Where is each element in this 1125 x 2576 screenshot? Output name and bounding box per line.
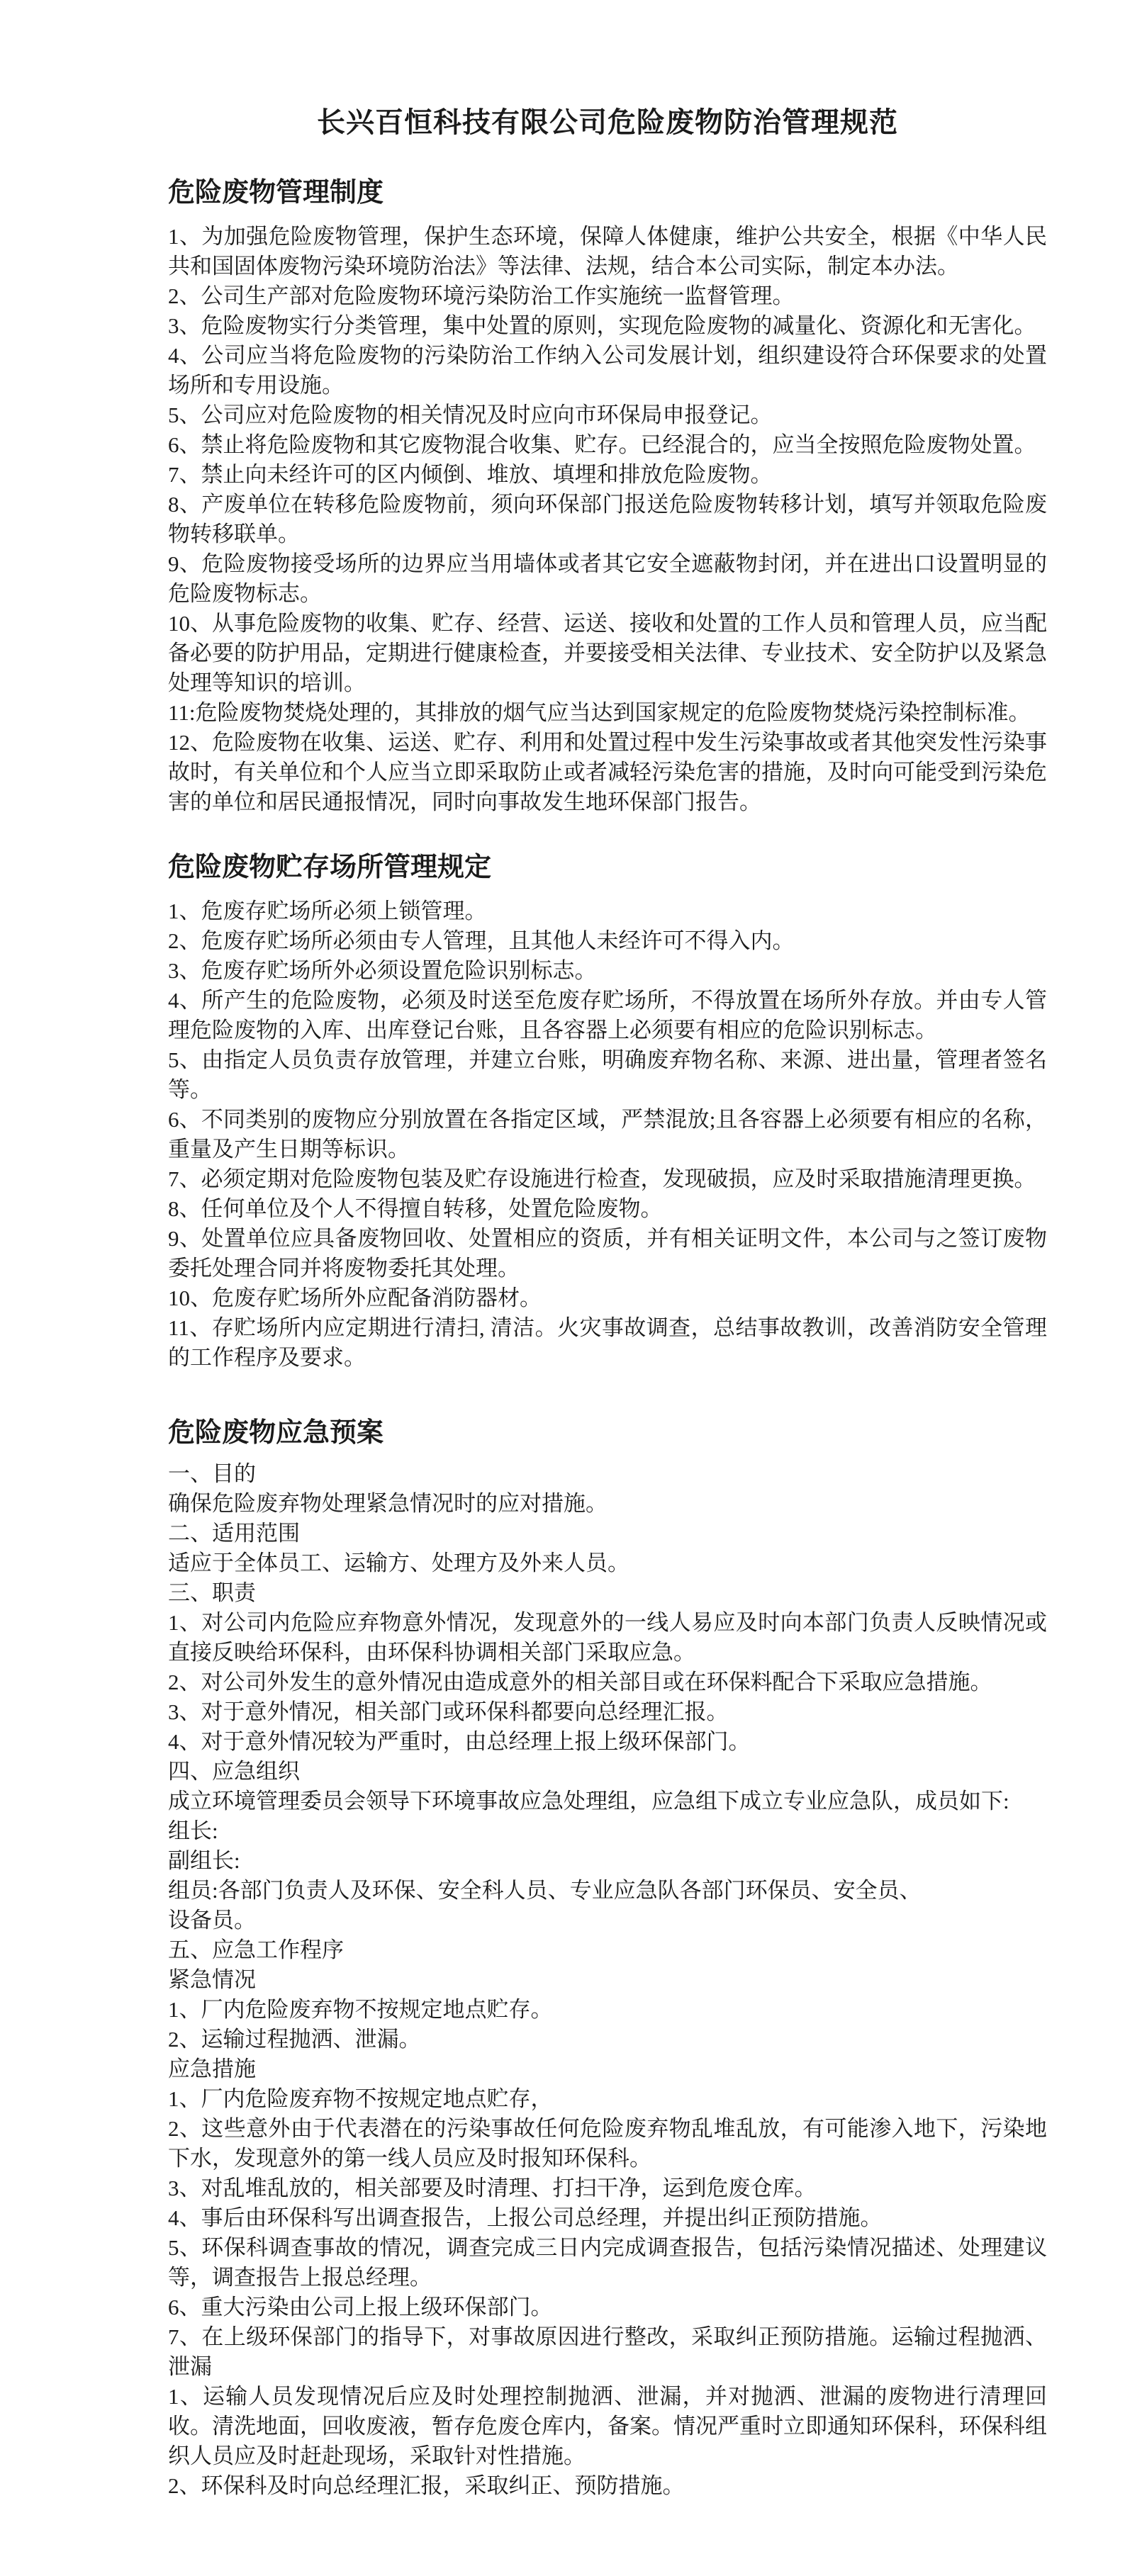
paragraph: 2、公司生产部对危险废物环境污染防治工作实施统一监督管理。 <box>168 283 795 308</box>
paragraph: 成立环境管理委员会领导下环境事故应急处理组，应急组下成立专业应急队，成员如下: <box>168 1789 1009 1813</box>
paragraph: 1、运输人员发现情况后应及时处理控制抛洒、泄漏，并对抛洒、泄漏的废物进行清理回收。清洗地面，回收废液，暂存危废仓库内，备案。情况严重时立即通知环保科，环保科组织人员应及时赶赴现场，采取针对性措施。 <box>168 2384 1047 2468</box>
section-heading-management-rules: 危险废物管理制度 <box>168 178 384 208</box>
paragraph: 设备员。 <box>168 1908 256 1933</box>
paragraph: 一、目的 <box>168 1461 256 1486</box>
paragraph: 2、危废存贮场所必须由专人管理，且其他人未经许可不得入内。 <box>168 928 795 953</box>
paragraph: 7、必须定期对危险废物包装及贮存设施进行检查，发现破损，应及时采取措施清理更换。 <box>168 1166 1036 1191</box>
paragraph: 1、厂内危险废弃物不按规定地点贮存， <box>168 2086 553 2111</box>
paragraph: 适应于全体员工、运输方、处理方及外来人员。 <box>168 1551 629 1575</box>
section-waste-management-rules <box>168 174 1047 817</box>
paragraph: 6、重大污染由公司上报上级环保部门。 <box>168 2295 553 2319</box>
paragraph: 6、不同类别的废物应分别放置在各指定区域，严禁混放;且各容器上必须要有相应的名称，重量及产生日期等标识。 <box>168 1107 1047 1162</box>
paragraph: 3、危废存贮场所外必须设置危险识别标志。 <box>168 958 597 983</box>
section-heading-emergency-plan: 危险废物应急预案 <box>168 1418 384 1448</box>
paragraph: 2、环保科及时向总经理汇报，采取纠正、预防措施。 <box>168 2473 685 2498</box>
paragraph: 三、职责 <box>168 1580 256 1605</box>
paragraph: 5、环保科调查事故的情况，调查完成三日内完成调查报告，包括污染情况描述、处理建议等，调查报告上报总经理。 <box>168 2235 1047 2290</box>
paragraph: 4、事后由环保科写出调查报告，上报公司总经理，并提出纠正预防措施。 <box>168 2205 883 2230</box>
paragraph: 1、对公司内危险应弃物意外情况，发现意外的一线人易应及时向本部门负责人反映情况或直接反映给环保科，由环保科协调相关部门采取应急。 <box>168 1610 1047 1665</box>
paragraph: 五、应急工作程序 <box>168 1937 344 1962</box>
paragraph: 副组长: <box>168 1848 240 1873</box>
section-emergency-plan <box>168 1414 1047 2501</box>
paragraph: 组长: <box>168 1818 218 1843</box>
paragraph: 7、在上级环保部门的指导下，对事故原因进行整改，采取纠正预防措施。运输过程抛洒、泄漏 <box>168 2324 1047 2379</box>
paragraph: 2、对公司外发生的意外情况由造成意外的相关部目或在环保料配合下采取应急措施。 <box>168 1670 992 1694</box>
paragraph: 3、对乱堆乱放的，相关部要及时清理、打扫干净，运到危废仓库。 <box>168 2176 817 2200</box>
paragraph: 10、从事危险废物的收集、贮存、经营、运送、接收和处置的工作人员和管理人员，应当配备必要的防护用品，定期进行健康检查，并要接受相关法律、专业技术、安全防护以及紧急处理等知识的培训。 <box>168 611 1047 695</box>
section-paragraphs-management-rules <box>168 222 1047 817</box>
paragraph: 1、厂内危险废弃物不按规定地点贮存。 <box>168 1997 553 2022</box>
paragraph: 1、为加强危险废物管理，保护生态环境，保障人体健康，维护公共安全，根据《中华人民共和国固体废物污染环境防治法》等法律、法规，结合本公司实际，制定本办法。 <box>168 224 1047 279</box>
paragraph: 5、由指定人员负责存放管理，并建立台账，明确废弃物名称、来源、进出量，管理者签名等。 <box>168 1047 1047 1102</box>
paragraph: 4、对于意外情况较为严重时，由总经理上报上级环保部门。 <box>168 1729 751 1754</box>
paragraph: 10、危废存贮场所外应配备消防器材。 <box>168 1286 542 1310</box>
document-title: 长兴百恒科技有限公司危险废物防治管理规范 <box>317 106 898 138</box>
section-heading-storage-rules: 危险废物贮存场所管理规定 <box>168 853 492 882</box>
paragraph: 1、危废存贮场所必须上锁管理。 <box>168 899 487 923</box>
section-storage-site-rules <box>168 848 1047 1373</box>
paragraph: 4、公司应当将危险废物的污染防治工作纳入公司发展计划，组织建设符合环保要求的处置场所和专用设施。 <box>168 343 1047 398</box>
paragraph: 6、禁止将危险废物和其它废物混合收集、贮存。已经混合的，应当全按照危险废物处置。 <box>168 432 1036 457</box>
paragraph: 9、危险废物接受场所的边界应当用墙体或者其它安全遮蔽物封闭，并在进出口设置明显的危险废物标志。 <box>168 551 1047 606</box>
paragraph: 5、公司应对危险废物的相关情况及时应向市环保局申报登记。 <box>168 403 773 427</box>
paragraph: 9、处置单位应具备废物回收、处置相应的资质，并有相关证明文件，本公司与之签订废物委托处理合同并将废物委托其处理。 <box>168 1226 1047 1281</box>
paragraph: 紧急情况 <box>168 1967 256 1992</box>
paragraph: 组员:各部门负责人及环保、安全科人员、专业应急队各部门环保员、安全员、 <box>168 1878 922 1903</box>
paragraph: 11、存贮场所内应定期进行清扫, 清洁。火灾事故调查，总结事故教训，改善消防安全管理的工作程序及要求。 <box>168 1315 1047 1370</box>
paragraph: 12、危险废物在收集、运送、贮存、利用和处置过程中发生污染事故或者其他突发性污染事故时，有关单位和个人应当立即采取防止或者减轻污染危害的措施，及时向可能受到污染危害的单位和居民通报情况，同时向事故发生地环保部门报告。 <box>168 730 1047 814</box>
section-paragraphs-emergency-plan <box>168 1459 1047 2501</box>
paragraph: 确保危险废弃物处理紧急情况时的应对措施。 <box>168 1491 608 1516</box>
section-paragraphs-storage-rules <box>168 896 1047 1373</box>
paragraph: 二、适用范围 <box>168 1521 300 1546</box>
paragraph: 2、运输过程抛洒、泄漏。 <box>168 2027 421 2052</box>
paragraph: 4、所产生的危险废物，必须及时送至危废存贮场所，不得放置在场所外存放。并由专人管理危险废物的入库、出库登记台账，且各容器上必须要有相应的危险识别标志。 <box>168 988 1047 1042</box>
paragraph: 8、产废单位在转移危险废物前，须向环保部门报送危险废物转移计划，填写并领取危险废物转移联单。 <box>168 492 1047 546</box>
paragraph: 8、任何单位及个人不得擅自转移，处置危险废物。 <box>168 1196 663 1221</box>
paragraph: 11:危险废物焚烧处理的，其排放的烟气应当达到国家规定的危险废物焚烧污染控制标准。 <box>168 700 1031 725</box>
paragraph: 应急措施 <box>168 2057 256 2081</box>
paragraph: 四、应急组织 <box>168 1759 300 1784</box>
paragraph: 3、对于意外情况，相关部门或环保科都要向总经理汇报。 <box>168 1699 729 1724</box>
paragraph: 7、禁止向未经许可的区内倾倒、堆放、填埋和排放危险废物。 <box>168 462 773 487</box>
paragraph: 2、这些意外由于代表潜在的污染事故任何危险废弃物乱堆乱放，有可能渗入地下，污染地下水，发现意外的第一线人员应及时报知环保科。 <box>168 2116 1047 2171</box>
paragraph: 3、危险废物实行分类管理，集中处置的原则，实现危险废物的减量化、资源化和无害化。 <box>168 313 1036 338</box>
